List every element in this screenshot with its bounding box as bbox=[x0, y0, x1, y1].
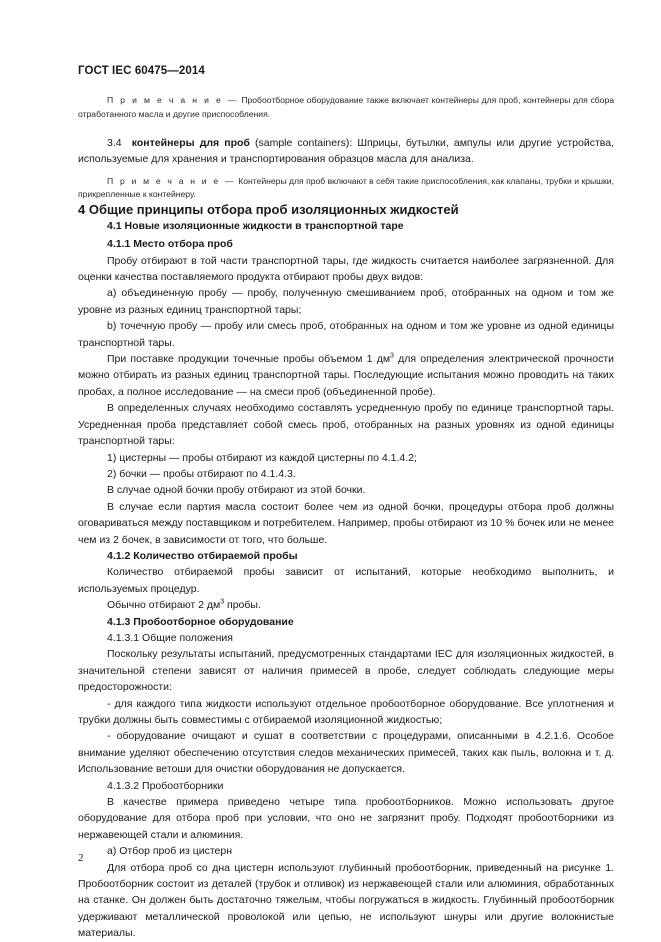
section-heading-4-1-3: 4.1.3 Пробоотборное оборудование bbox=[107, 615, 294, 628]
section-heading-4: 4 Общие принципы отбора проб изоляционных жидкостей bbox=[78, 201, 459, 217]
paragraph-text: пробы. bbox=[224, 599, 261, 612]
paragraph: Количество отбираемой пробы зависит от испытаний, которые необходимо выполнить, и используемых процедур. bbox=[78, 566, 614, 595]
list-item: 1) цистерны — пробы отбирают из каждой цистерны по 4.1.4.2; bbox=[107, 451, 417, 464]
note-paragraph bbox=[78, 175, 614, 202]
paragraph bbox=[78, 597, 614, 613]
section-number: 3.4 bbox=[107, 137, 122, 149]
note-text: Контейнеры для проб включают в себя такие приспособления, как клапаны, трубки и крышки, прикрепленные к контейнеру. bbox=[78, 175, 614, 200]
definition-text: (sample containers): Шприцы, бутылки, ампулы или другие устройства, используемые для хранения и транспортирования образцов масла для анализа. bbox=[78, 137, 615, 166]
paragraph-text: для определения электрической прочности можно отбирать из разных единиц транспортной тары. Последующие испытания можно проводить на таких пробах, а полное исследование — на смеси проб (объединенной пробе). bbox=[78, 353, 614, 398]
list-item: - оборудование очищают и сушат в соответствии с процедурами, описанными в 4.2.1.6. Особое внимание уделяют обеспечению отсутствия следов механических примесей, таких как пыль, волокна и т. д. Использование ветоши для очистки оборудования не допускается. bbox=[78, 730, 614, 776]
paragraph bbox=[78, 351, 614, 400]
page-number: 2 bbox=[78, 852, 84, 864]
document-body bbox=[78, 94, 614, 942]
subsection-heading-4-1-3-2: 4.1.3.2 Пробоотборники bbox=[107, 779, 224, 792]
paragraph: В качестве примера приведено четыре типа пробоотборников. Можно использовать другое оборудование для отбора проб при условии, что оно не загрязнит пробу. Подходят пробоотборники из нержавеющей стали и алюминия. bbox=[78, 796, 614, 841]
section-heading-4-1: 4.1 Новые изоляционные жидкости в транспортной таре bbox=[107, 219, 404, 232]
paragraph: В случае если партия масла состоит более чем из одной бочки, процедуры отбора проб должны оговариваться между поставщиком и потребителем. Например, пробы отбирают из 10 % бочек или не менее чем из 2 бочек, в зависимости от того, что больше. bbox=[78, 500, 614, 546]
subsection-heading-4-1-3-1: 4.1.3.1 Общие положения bbox=[107, 631, 233, 644]
document-header: ГОСТ IEC 60475—2014 bbox=[78, 65, 205, 77]
section-heading-4-1-2: 4.1.2 Количество отбираемой пробы bbox=[107, 549, 298, 562]
list-item: a) Отбор проб из цистерн bbox=[107, 845, 233, 858]
list-item: a) объединенную пробу — пробу, полученную смешиванием проб, отобранных на одном и том же уровне из разных единиц транспортной тары; bbox=[78, 287, 614, 316]
defined-term: контейнеры для проб bbox=[131, 137, 250, 149]
paragraph: В случае одной бочки пробу отбирают из этой бочки. bbox=[107, 484, 366, 497]
list-item: 2) бочки — пробы отбирают по 4.1.4.3. bbox=[107, 467, 296, 480]
paragraph: В определенных случаях необходимо составлять усредненную пробу по единице транспортной тары. Усредненная проба представляет собой смесь проб, отобранных на разных уровнях из одной единицы транспортной тары: bbox=[78, 402, 614, 448]
note-label: П р и м е ч а н и е — bbox=[107, 175, 236, 186]
superscript: 3 bbox=[220, 598, 225, 606]
paragraph: Пробу отбирают в той части транспортной тары, где жидкость считается наиболее загрязненной. Для оценки качества поставляемого продукта отбирают пробы двух видов: bbox=[78, 254, 614, 284]
paragraph-text: Обычно отбирают 2 дм bbox=[107, 599, 221, 612]
note-label: П р и м е ч а н и е — bbox=[107, 95, 239, 105]
paragraph-text: При поставке продукции точечные пробы объемом 1 дм bbox=[107, 353, 391, 366]
definition-3-4 bbox=[78, 135, 614, 168]
list-item: - для каждого типа жидкости используют отдельное пробоотборное оборудование. Все уплотнения и трубки должны быть совместимы с отбираемой изоляционной жидкостью; bbox=[78, 697, 614, 726]
paragraph: Для отбора проб со дна цистерн используют глубинный пробоотборник, приведенный на рисунке 1. Пробоотборник состоит из деталей (трубок и отливок) из нержавеющей стали или алюминия, обработанных на станке. Он должен быть достаточно тяжелым, чтобы погружаться в жидкость. Глубинный пробоотборник удерживают металлической проволокой или цепью, не используют шнуры или другие волокнистые материалы. bbox=[78, 861, 614, 940]
superscript: 3 bbox=[390, 352, 394, 360]
list-item: b) точечную пробу — пробу или смесь проб, отобранных на одном и том же уровне из одной единицы транспортной тары. bbox=[78, 320, 614, 349]
note-paragraph bbox=[78, 94, 614, 121]
section-heading-4-1-1: 4.1.1 Место отбора проб bbox=[107, 238, 233, 251]
paragraph: Поскольку результаты испытаний, предусмотренных стандартами IEC для изоляционных жидкостей, в значительной степени зависят от наличия примесей в пробе, следует соблюдать следующие меры предосторожности: bbox=[78, 648, 614, 694]
note-text: Пробоотборное оборудование также включает контейнеры для проб, контейнеры для сбора отработанного масла и другие приспособления. bbox=[78, 95, 615, 119]
